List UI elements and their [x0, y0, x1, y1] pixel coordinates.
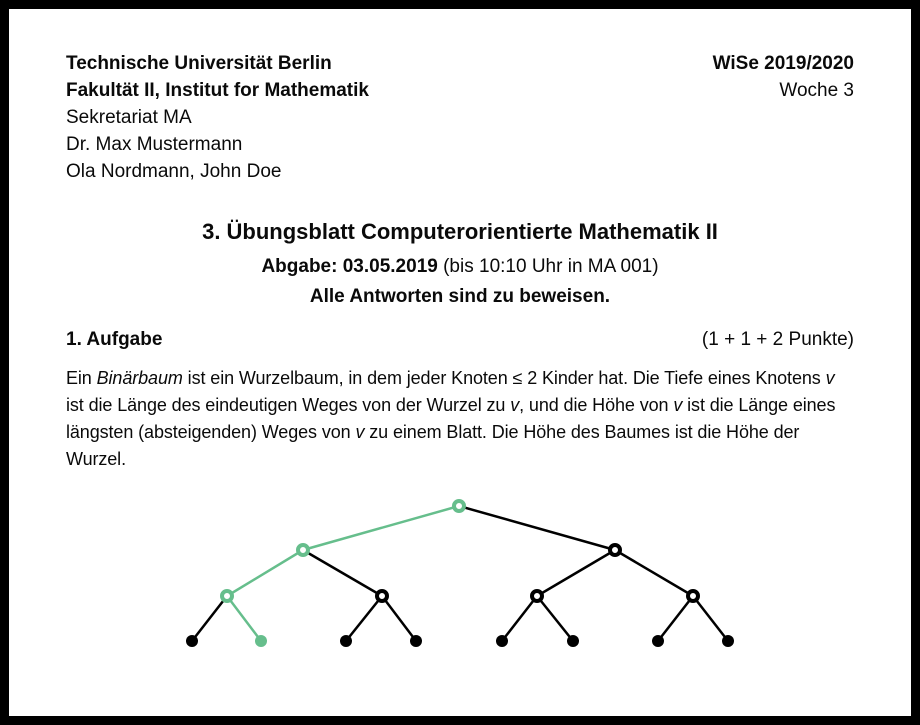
tree-edge-root-r [459, 506, 615, 550]
paragraph-segment-italic: Binärbaum [96, 368, 183, 388]
tree-edge-ll-leaf2 [227, 596, 261, 641]
tree-node-ll [222, 591, 232, 601]
tree-node-lr [377, 591, 387, 601]
paragraph-segment-italic: v [825, 368, 835, 388]
task-heading: 1. Aufgabe [66, 329, 163, 350]
faculty-name: Fakultät II, Institut for Mathematik [66, 80, 369, 101]
tree-edge-rl-leaf6 [537, 596, 573, 641]
secretariat: Sekretariat MA [66, 107, 192, 128]
tree-edge-root-l [303, 506, 459, 550]
tree-node-r [610, 545, 620, 555]
paragraph-segment: , und die Höhe von [519, 395, 674, 415]
tree-node-leaf1 [186, 635, 198, 647]
deadline-date: Abgabe: 03.05.2019 [261, 256, 438, 277]
tree-edge-rr-leaf8 [693, 596, 728, 641]
tree-node-leaf6 [567, 635, 579, 647]
tree-edge-lr-leaf4 [382, 596, 416, 641]
semester-label: WiSe 2019/2020 [712, 53, 854, 74]
paragraph-segment: zu einem Blatt. Die Höhe des Baumes ist die Höhe der Wurzel. [66, 422, 800, 469]
assistants-names: Ola Nordmann, John Doe [66, 161, 282, 182]
paragraph-segment: ist ein Wurzelbaum, in dem jeder Knoten ≤ 2 Kinder hat. Die Tiefe eines Knotens [182, 368, 826, 388]
tree-node-leaf3 [340, 635, 352, 647]
tree-edge-r-rr [615, 550, 693, 596]
tree-edge-lr-leaf3 [346, 596, 382, 641]
paragraph-segment: ist die Länge eines längsten (absteigenden) Weges von [66, 395, 836, 442]
tree-edge-l-ll [227, 550, 303, 596]
week-label: Woche 3 [779, 80, 854, 101]
tree-edge-rl-leaf5 [502, 596, 537, 641]
sheet-title: 3. Übungsblatt Computerorientierte Mathematik II [202, 219, 718, 244]
tree-edge-l-lr [303, 550, 382, 596]
paragraph-segment-italic: v [673, 395, 683, 415]
paragraph-segment: Ein [66, 368, 97, 388]
paragraph-segment-italic: v [510, 395, 520, 415]
deadline-details: (bis 10:10 Uhr in MA 001) [437, 256, 659, 277]
tree-node-rr [688, 591, 698, 601]
tree-node-leaf8 [722, 635, 734, 647]
tree-node-root [454, 501, 464, 511]
lecturer-name: Dr. Max Mustermann [66, 134, 243, 155]
tree-edge-r-rl [537, 550, 615, 596]
tree-edge-rr-leaf7 [658, 596, 693, 641]
tree-node-l [298, 545, 308, 555]
tree-node-leaf4 [410, 635, 422, 647]
tree-node-leaf2 [255, 635, 267, 647]
tree-node-rl [532, 591, 542, 601]
institution-name: Technische Universität Berlin [66, 53, 332, 74]
tree-node-leaf7 [652, 635, 664, 647]
task-points: (1 + 1 + 2 Punkte) [701, 329, 854, 350]
paragraph-segment: ist die Länge des eindeutigen Weges von der Wurzel zu [66, 395, 511, 415]
proof-notice: Alle Antworten sind zu beweisen. [309, 286, 611, 307]
tree-edge-ll-leaf1 [192, 596, 227, 641]
paragraph-segment-italic: v [355, 422, 365, 442]
tree-node-leaf5 [496, 635, 508, 647]
